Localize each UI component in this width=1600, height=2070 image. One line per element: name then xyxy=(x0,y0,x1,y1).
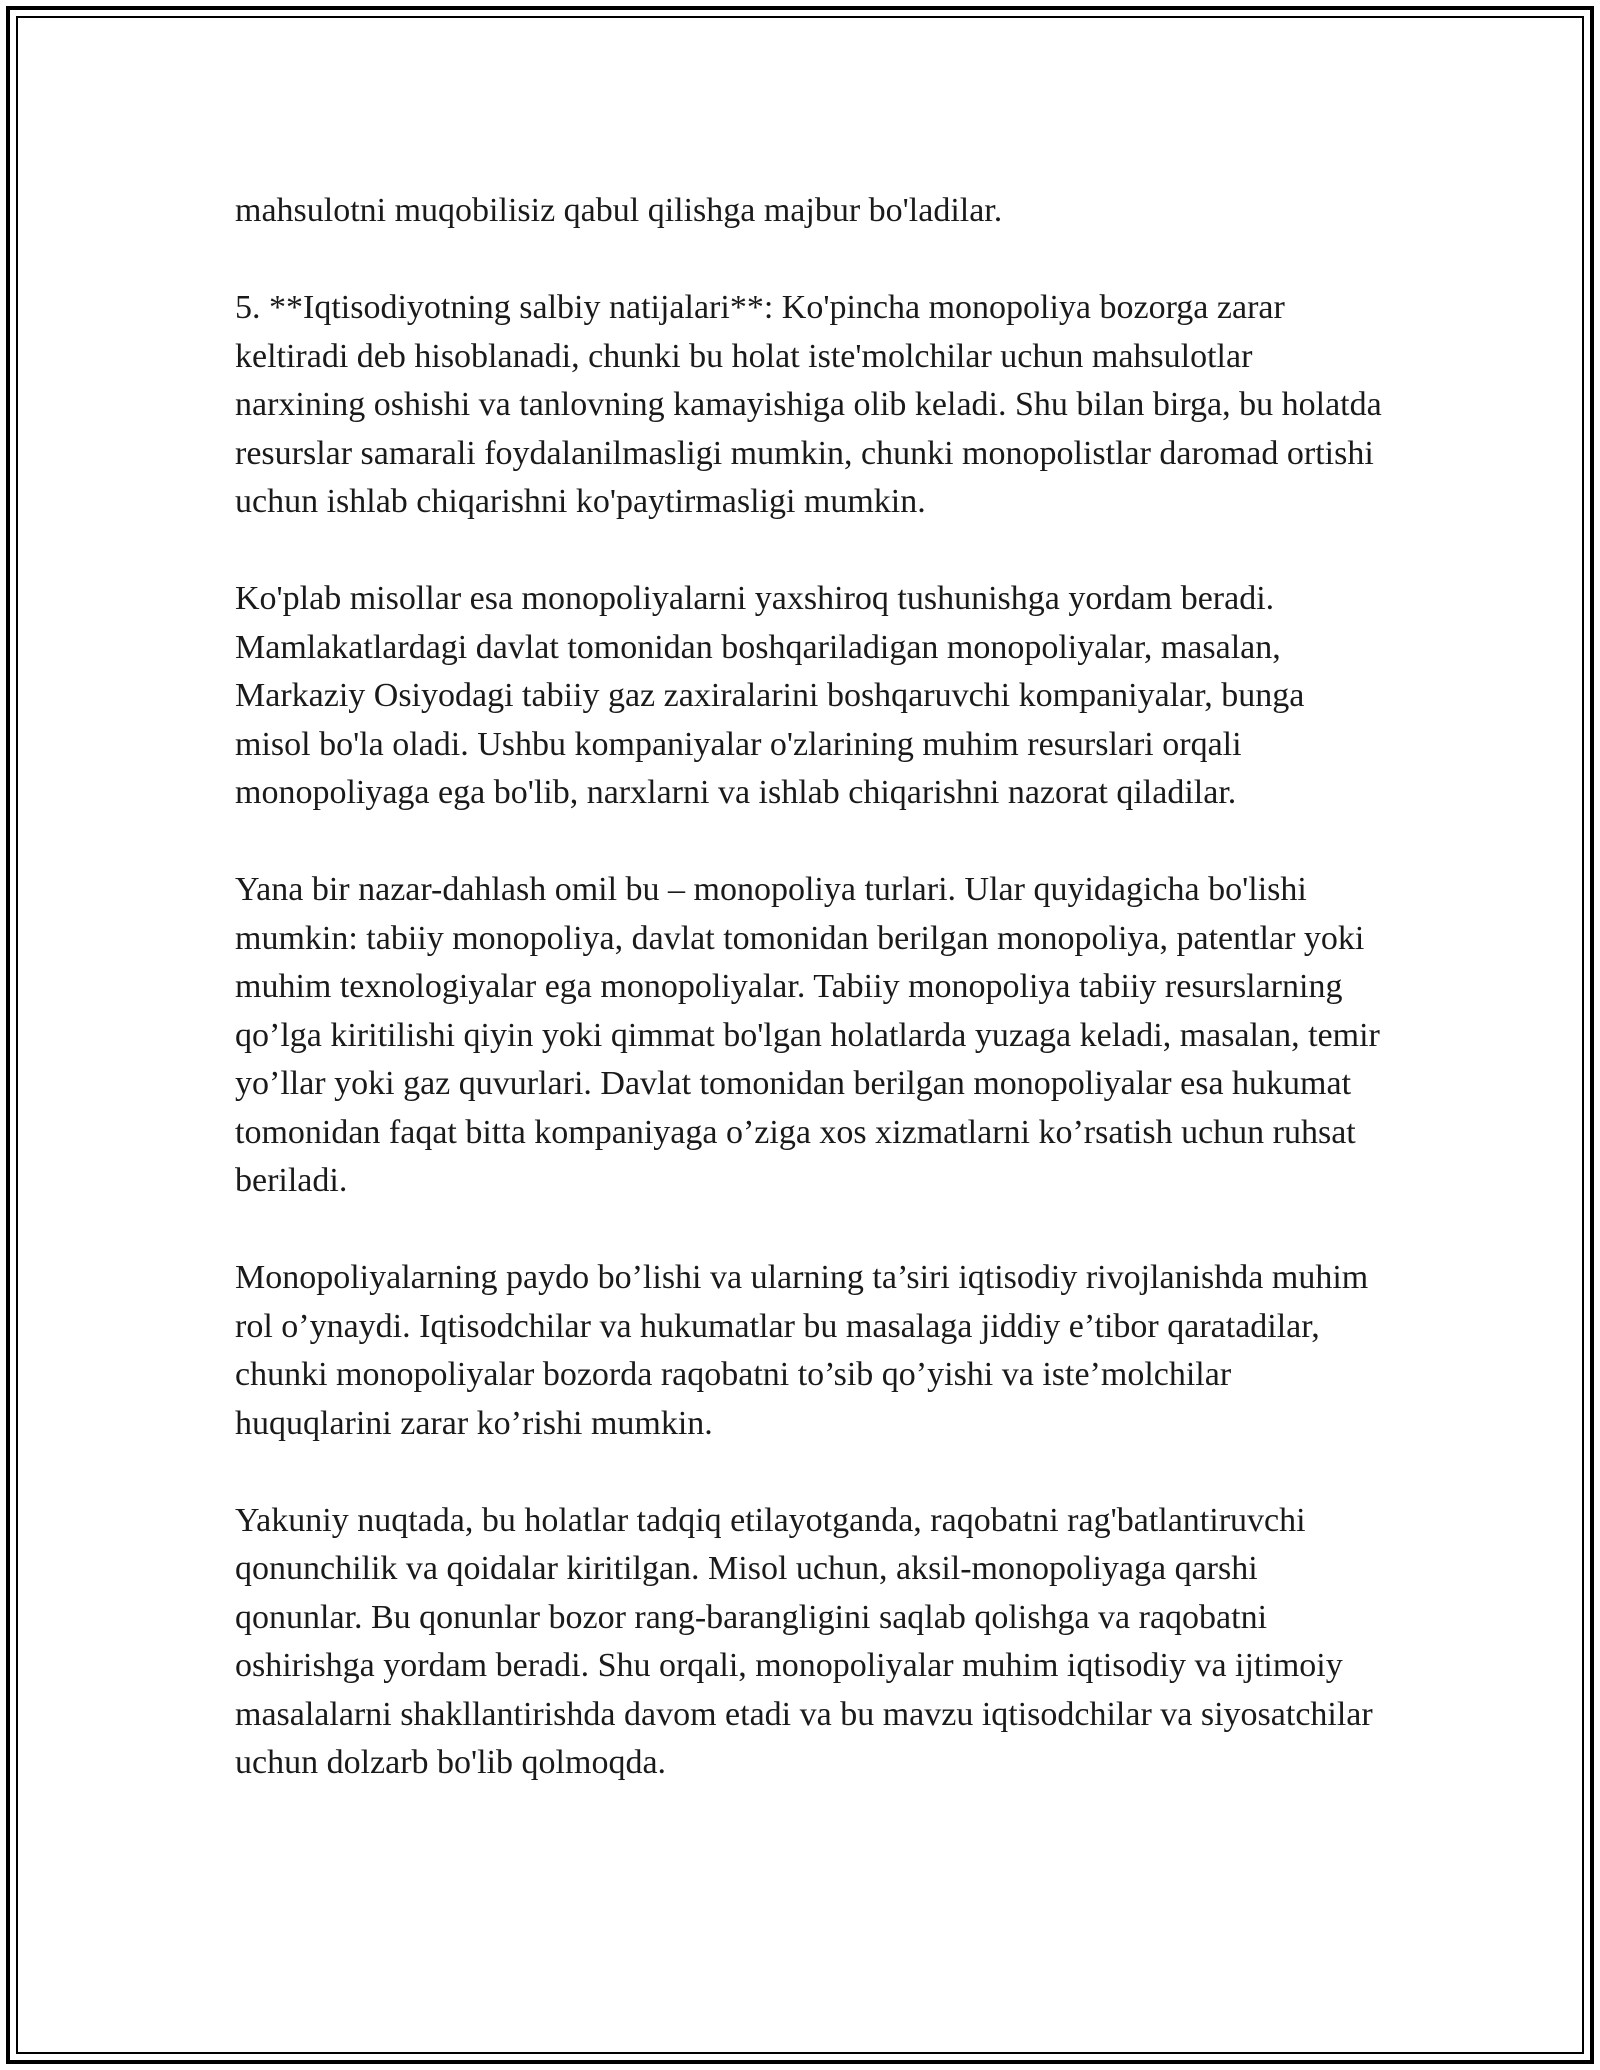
paragraph-economic-role: Monopoliyalarning paydo bo’lishi va ularning ta’siri iqtisodiy rivojlanishda muhim rol o’ynaydi. Iqtisodchilar va hukumatlar bu masalaga jiddiy e’tibor qaratadilar, chunki monopoliyalar bozorda raqobatni to’sib qo’yishi va iste’molchilar huquqlarini zarar ko’rishi mumkin. xyxy=(235,1259,1369,1442)
paragraph-continuation: mahsulotni muqobilisiz qabul qilishga majbur bo'ladilar. xyxy=(235,192,1003,229)
document-body xyxy=(235,187,1385,1788)
paragraph-monopoly-types: Yana bir nazar-dahlash omil bu – monopoliya turlari. Ular quyidagicha bo'lishi mumkin: tabiiy monopoliya, davlat tomonidan berilgan monopoliya, patentlar yoki muhim texnologiyalar ega monopoliyalar. Tabiiy monopoliya tabiiy resurslarning qo’lga kiritilishi qiyin yoki qimmat bo'lgan holatlarda yuzaga keladi, masalan, temir yo’llar yoki gaz quvurlari. Davlat tomonidan berilgan monopoliyalar esa hukumat tomonidan faqat bitta kompaniyaga o’ziga xos xizmatlarni ko’rsatish uchun ruhsat beriladi. xyxy=(235,871,1380,1199)
paragraph-negative-effects: 5. **Iqtisodiyotning salbiy natijalari**: Ko'pincha monopoliya bozorga zarar keltiradi deb hisoblanadi, chunki bu holat iste'molchilar uchun mahsulotlar narxining oshishi va tanlovning kamayishiga olib keladi. Shu bilan birga, bu holatda resurslar samarali foydalanilmasligi mumkin, chunki monopolistlar daromad ortishi uchun ishlab chiqarishni ko'paytirmasligi mumkin. xyxy=(235,289,1382,520)
paragraph-examples: Ko'plab misollar esa monopoliyalarni yaxshiroq tushunishga yordam beradi. Mamlakatlardagi davlat tomonidan boshqariladigan monopoliyalar, masalan, Markaziy Osiyodagi tabiiy gaz zaxiralarini boshqaruvchi kompaniyalar, bunga misol bo'la oladi. Ushbu kompaniyalar o'zlarining muhim resurslari orqali monopoliyaga ega bo'lib, narxlarni va ishlab chiqarishni nazorat qiladilar. xyxy=(235,580,1305,811)
paragraph-conclusion: Yakuniy nuqtada, bu holatlar tadqiq etilayotganda, raqobatni rag'batlantiruvchi qonunchilik va qoidalar kiritilgan. Misol uchun, aksil-monopoliyaga qarshi qonunlar. Bu qonunlar bozor rang-barangligini saqlab qolishga va raqobatni oshirishga yordam beradi. Shu orqali, monopoliyalar muhim iqtisodiy va ijtimoiy masalalarni shakllantirishda davom etadi va bu mavzu iqtisodchilar va siyosatchilar uchun dolzarb bo'lib qolmoqda. xyxy=(235,1501,1373,1781)
